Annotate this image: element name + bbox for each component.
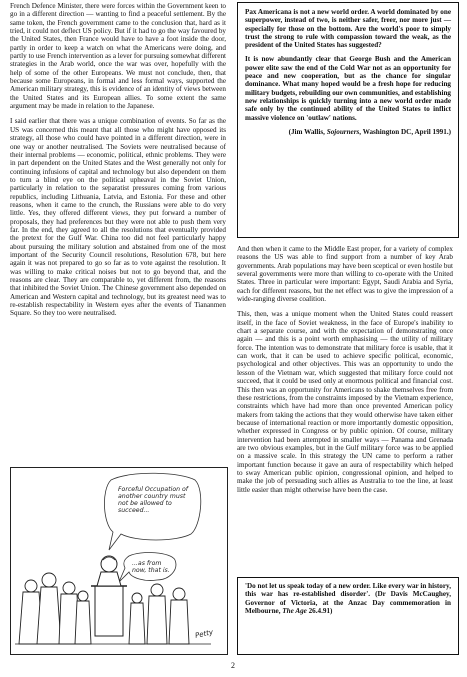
citation-suffix: , Washington DC, April 1991.) — [359, 127, 451, 136]
cartoon-speech-bubble-small: ...as from now, that is. — [132, 560, 170, 574]
quote-box-bottom — [237, 577, 459, 655]
page-number: 2 — [231, 661, 235, 670]
right-paragraph-1: And then when it came to the Middle East proper, for a variety of complex reasons the US was able to find support from a number of key Arab governments. Arab populations may have been sceptical or even hostile but several governments were more than willing to co-operate with the United States. Three in particular were important: Egypt, Saudi Arabia and Syria, each for different reasons, but the net effect was to give the impression of a wide-ranging diverse coalition. — [237, 245, 453, 304]
quote-bottom-text — [245, 582, 451, 615]
cartoonist-signature: Petty — [194, 628, 214, 640]
left-paragraph-1: French Defence Minister, there were forces within the Government keen to go in a different direction — wanting to find a peaceful settlement. By the same token, the French government came to the conclusion that, hard as it tried, it could not deflect US policy. But if it had to go the way favoured by the United States, then France would have to have a foot inside the door, partly in order to keep a watch on what the Americans were doing, and partly to use French intervention as a lever for pursuing somewhat different strategies in the Arab world, once the war was over, hopefully with the help of some of the other Europeans. We must not conclude, then, that because some Europeans, in formal and less formal ways, supported the American military strategy, this is evidence of an identity of views between the United States and its European allies. To some extent the same argument may be made in relation to the Japanese. — [10, 2, 226, 111]
citation-prefix: (Jim Wallis, — [288, 127, 327, 136]
citation-source: Sojourners — [326, 127, 360, 136]
cartoon-speech-bubble-main: Forceful Occupation of another country must not be allowed to succeed... — [118, 486, 188, 514]
left-column — [10, 2, 226, 325]
right-paragraph-2: This, then, was a unique moment when the United States could reassert itself, in the face of Soviet weakness, in the face of Europe's inability to chart a separate course, and with the expectation of demonstrating once again — and this is a point worth emphasising — the utility of military force. The intention was to demonstrate that military force is usable, that it can work, that it can be used to achieve specific political, economic, psychological and other objectives. This was an opportunity to undo the lesson of the Vietnam war, which suggested that military force could not succeed, that it could be used only at enormous political and financial cost. This then was an opportunity for Americans to shake themselves free from these restrictions, from the constraints imposed by the Vietnam experience, constraints which have had more than once prevented American policy makers from taking the actions that they would otherwise have taken either because of international reaction or more importantly domestic opposition, whether expressed in Congress or by public opinion. Of course, military intervention had been attempted in smaller ways — Panama and Grenada are two obvious examples, but in the Gulf military force was to be applied on a massive scale. In this strategy the UN came to perform a rather important function because it gave an aura of respectability which helped to sway American public opinion, congressional opinion, and helped to make the job of persuading such allies as Australia to toe the line, at least little easier than might otherwise have been the case. — [237, 310, 453, 494]
quote-top-paragraph-1: Pax Americana is not a new world order. A world dominated by one superpower, instead of two, is neither safer, freer, nor more just — especially for those on the bottom. Are the world's poor to simply trust the strong to rule with compassion toward the weak, as the president of the United States has suggested? — [245, 8, 451, 50]
quote-box-top — [237, 2, 459, 238]
quote-bottom-date: 26.4.91) — [306, 606, 333, 615]
quote-top-paragraph-2: It is now abundantly clear that George Bush and the American power elite saw the end of the Cold War not as an opportunity for peace and new cooperation, but as the chance for singular dominance. What many hoped would be a fresh hope for reducing military budgets, rebuilding our own communities, and establishing new relationships is quickly turning into a new world order made safe only by the continued ability of the United States to inflict massive violence on 'outlaw' nations. — [245, 55, 451, 122]
quote-bottom-source: The Age — [282, 606, 307, 615]
political-cartoon — [10, 467, 228, 655]
quote-bottom-body: 'Do not let us speak today of a new order. Like every war in history, this war has re-established disorder'. (Dr Davis McCaughey, Governor of Victoria, at the Anzac Day commemoration in Melbourne, — [245, 582, 451, 615]
right-column — [237, 245, 453, 501]
left-paragraph-2: I said earlier that there was a unique combination of events. So far as the US was concerned this meant that all those who might have opposed its strategy, all those who could have pointed in a different direction, were in one way or another neutralised. The Soviets were neutralised because of their internal problems — economic, political, ethnic problems. They were in part dependent on the United States and the West generally not only for continuing infusions of capital and technology but also dependent on them to turn a blind eye on the political upheaval in the Soviet Union, particularly in relation to the separatist pressures coming from various republics, including Lithuania, Latvia, and Estonia. For these and other reasons, when it came to the crunch, the Russians were able to do very little. Yes, they offered different views, they put forward a number of proposals, they had preferences but they were not able to push them very far. In the end, they agreed to all the resolutions that eventually provided the pretext for the Gulf War. China too did not feel particularly happy about pursuing the military solution and abstained from one of the most important of the Security Council resolutions, Resolution 678, but here again it was not prepared to go so far as to vote against the resolution. It was willing to make critical noises but not to go beyond that, and the reasons are clear. They are comparable to, yet different from, the reasons that inhibited the Soviet Union. The Chinese government also depended on American and Western capital and technology, but its greatest need was to re-establish respectability in Western eyes after the events of Tiananmen Square. So they too were neutralised. — [10, 117, 226, 318]
quote-top-citation — [245, 128, 451, 136]
